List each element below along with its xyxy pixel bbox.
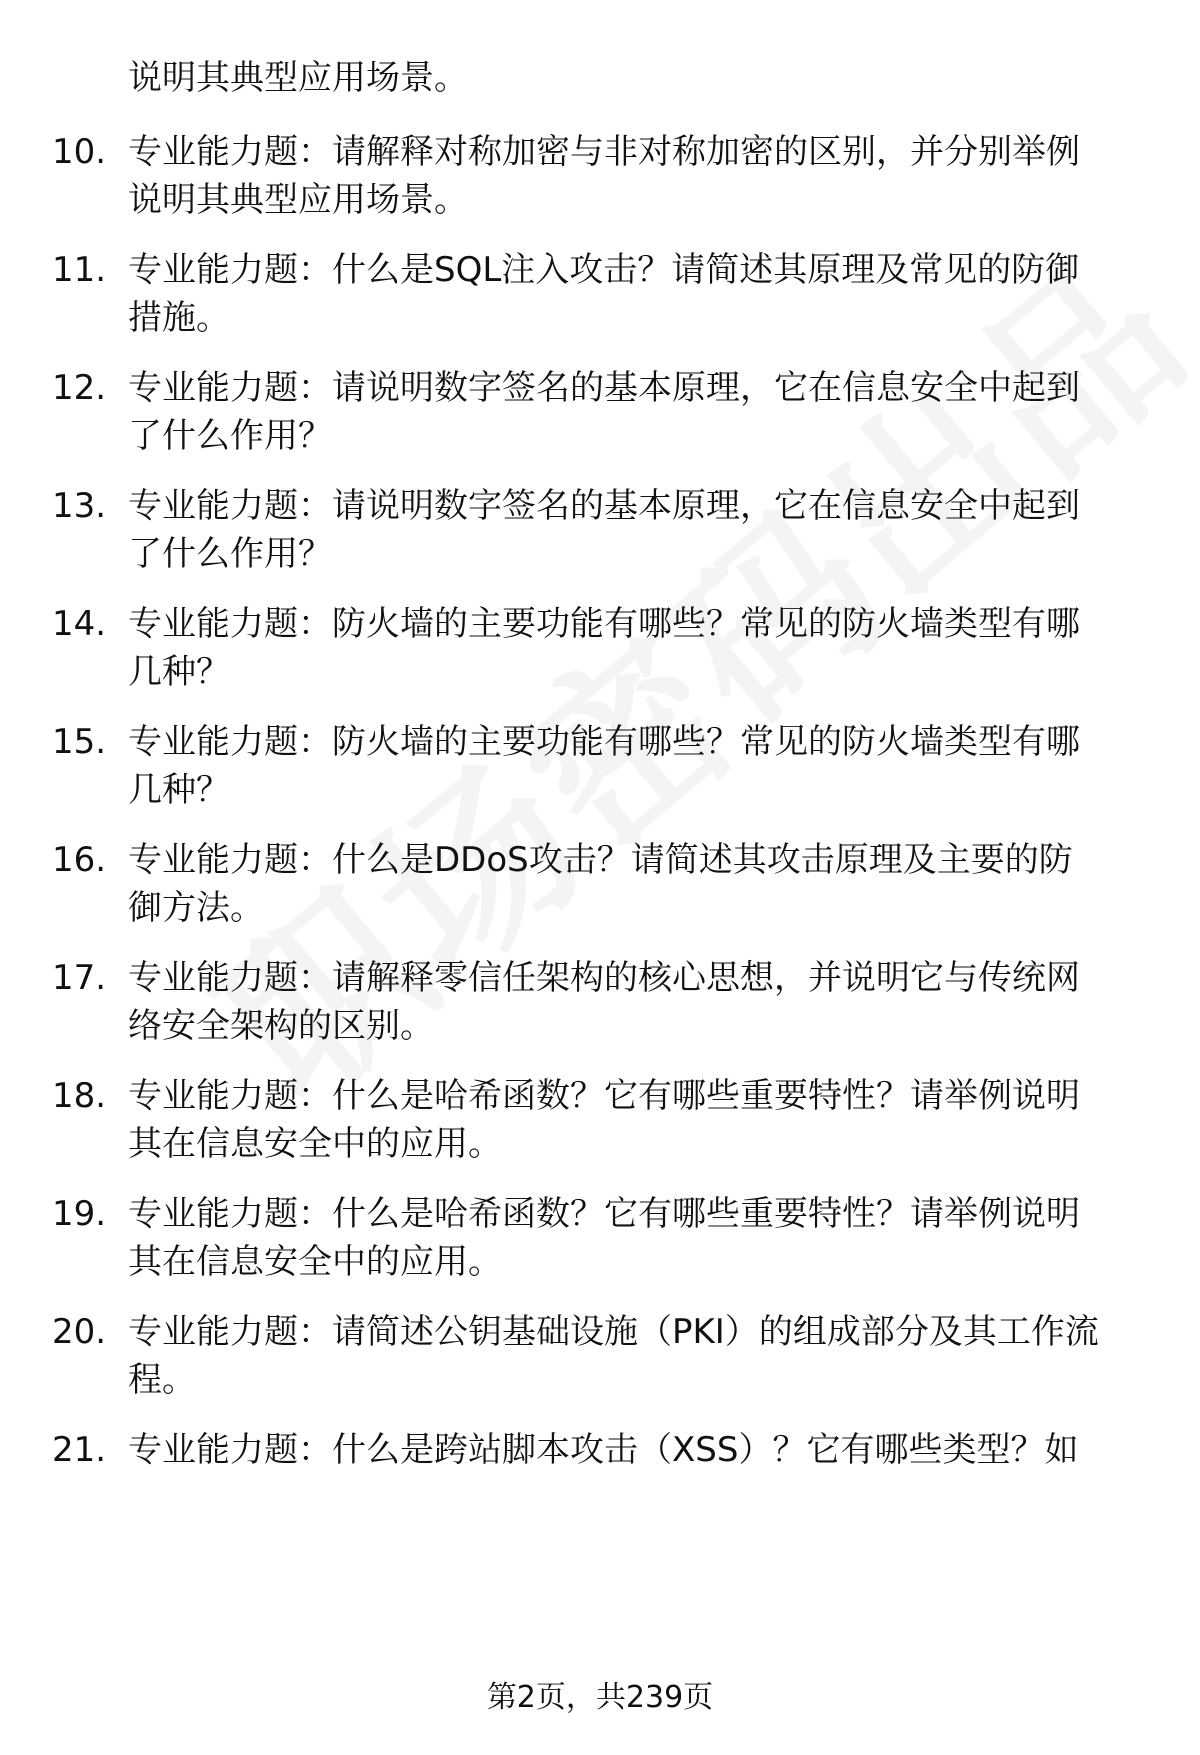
item-number: 18.: [52, 1076, 107, 1116]
item-text-line2: 其在信息安全中的应用。: [128, 1242, 502, 1282]
item-text: [128, 128, 1168, 224]
item-text-line1: 专业能力题：防火墙的主要功能有哪些？常见的防火墙类型有哪: [128, 722, 1080, 762]
item-number: 21.: [52, 1430, 107, 1470]
item-text: [128, 1190, 1168, 1286]
item-text-line2: 御方法。: [128, 888, 264, 928]
item-text-line2: 措施。: [128, 298, 230, 338]
item-text-line2: 其在信息安全中的应用。: [128, 1124, 502, 1164]
item-number: 11.: [52, 250, 107, 290]
item-number: 17.: [52, 958, 107, 998]
item-number: 16.: [52, 840, 107, 880]
item-text-line2: 络安全架构的区别。: [128, 1006, 434, 1046]
item-number: 14.: [52, 604, 107, 644]
item-text-line2: 程。: [128, 1360, 196, 1400]
item-text: [128, 246, 1168, 342]
item-text-line2: 了什么作用？: [128, 534, 332, 574]
item-number: 10.: [52, 132, 107, 172]
item-text-line1: 专业能力题：什么是跨站脚本攻击（XSS）？它有哪些类型？如: [128, 1430, 1079, 1470]
item-text-line1: 专业能力题：请解释对称加密与非对称加密的区别，并分别举例: [128, 132, 1080, 172]
item-text: [128, 364, 1168, 460]
item-text-line1: 专业能力题：什么是SQL注入攻击？请简述其原理及常见的防御: [128, 250, 1080, 290]
item-number: 20.: [52, 1312, 107, 1352]
item-text: [128, 1426, 1168, 1474]
item-text-line1: 专业能力题：防火墙的主要功能有哪些？常见的防火墙类型有哪: [128, 604, 1080, 644]
item-text-line1: 专业能力题：请说明数字签名的基本原理，它在信息安全中起到: [128, 368, 1080, 408]
item-text: [128, 482, 1168, 578]
item-text-line2: 几种？: [128, 652, 230, 692]
item-text-line1: 专业能力题：什么是DDoS攻击？请简述其攻击原理及主要的防: [128, 840, 1073, 880]
item-text: [128, 1072, 1168, 1168]
item-text: [128, 1308, 1168, 1404]
item-text: [128, 836, 1168, 932]
item-number: 15.: [52, 722, 107, 762]
continued-line: 说明其典型应用场景。: [128, 58, 468, 98]
item-text-line1: 专业能力题：请解释零信任架构的核心思想，并说明它与传统网: [128, 958, 1080, 998]
page-footer: 第2页，共239页: [486, 1680, 714, 1715]
item-text-line1: 专业能力题：请说明数字签名的基本原理，它在信息安全中起到: [128, 486, 1080, 526]
item-text: [128, 954, 1168, 1050]
item-text-line2: 说明其典型应用场景。: [128, 180, 468, 220]
item-text-line1: 专业能力题：请简述公钥基础设施（PKI）的组成部分及其工作流: [128, 1312, 1099, 1352]
item-number: 13.: [52, 486, 107, 526]
item-text: [128, 718, 1168, 814]
item-text-line1: 专业能力题：什么是哈希函数？它有哪些重要特性？请举例说明: [128, 1076, 1080, 1116]
item-text-line2: 了什么作用？: [128, 416, 332, 456]
item-text-line2: 几种？: [128, 770, 230, 810]
item-text: [128, 600, 1168, 696]
item-number: 12.: [52, 368, 107, 408]
item-text-line1: 专业能力题：什么是哈希函数？它有哪些重要特性？请举例说明: [128, 1194, 1080, 1234]
item-number: 19.: [52, 1194, 107, 1234]
